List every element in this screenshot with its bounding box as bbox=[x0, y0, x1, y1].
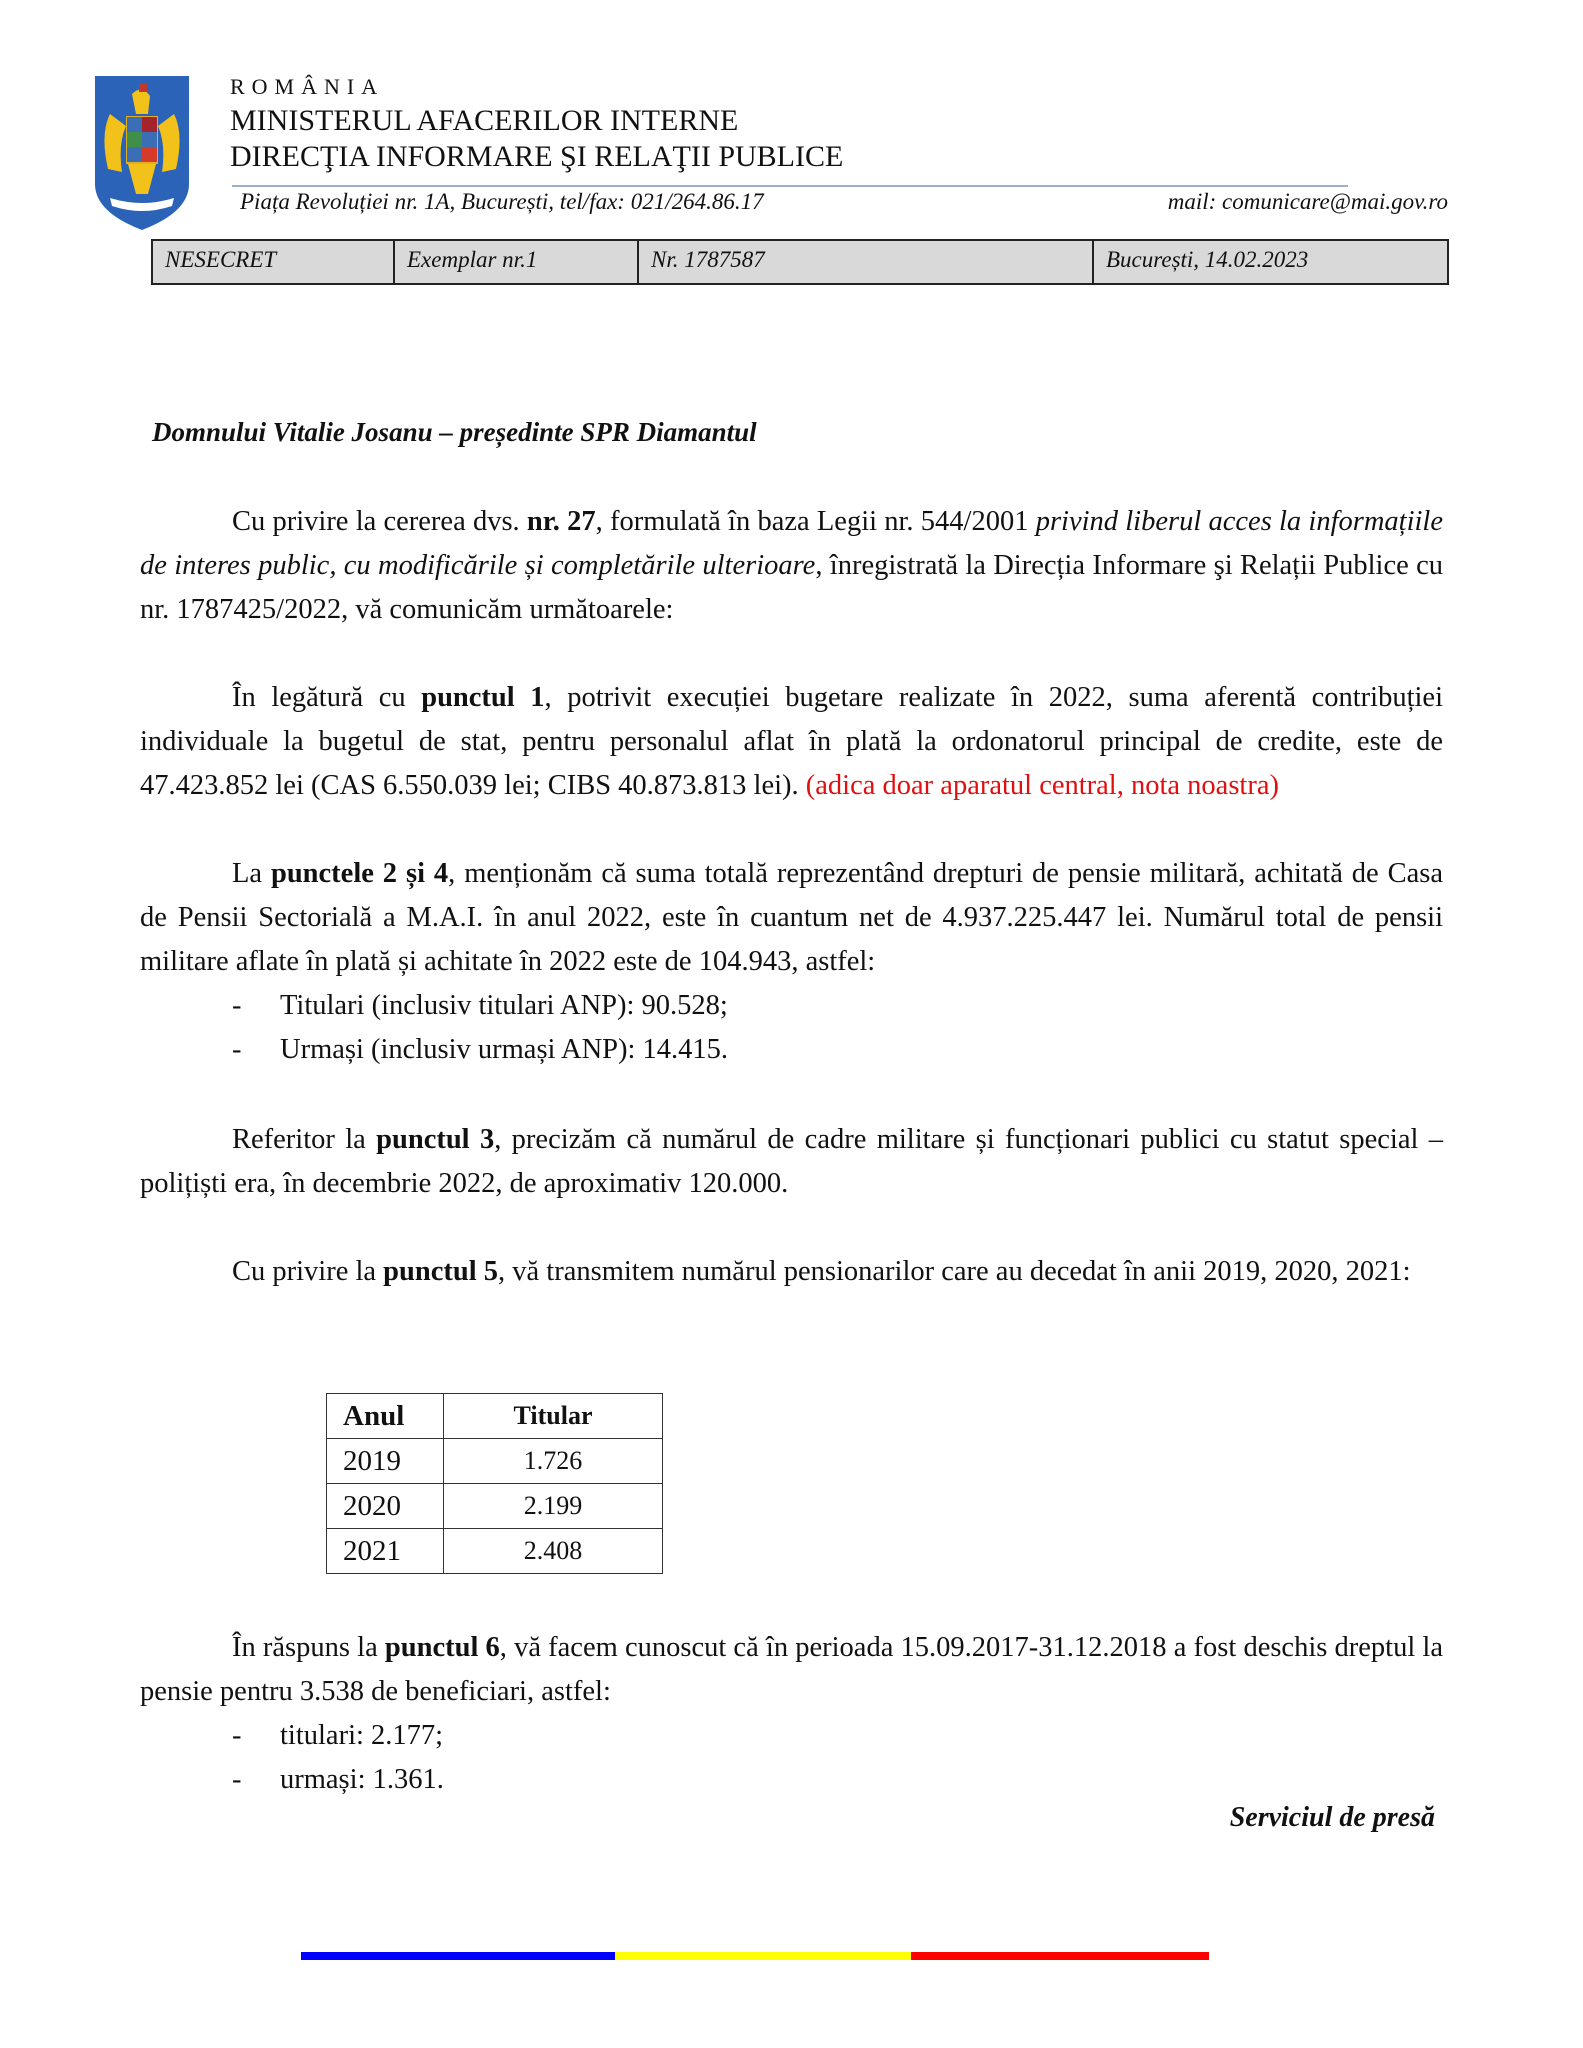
table-row bbox=[327, 1484, 663, 1529]
classification: NESECRET bbox=[153, 241, 395, 283]
cell-year: 2019 bbox=[327, 1439, 444, 1484]
text: Cu privire la bbox=[232, 1256, 384, 1287]
beneficiaries-list bbox=[140, 1714, 1443, 1802]
dash: - bbox=[232, 1034, 242, 1065]
table-row bbox=[327, 1439, 663, 1484]
bold-ref: punctul 3 bbox=[376, 1124, 495, 1155]
cell-count: 2.199 bbox=[444, 1484, 663, 1529]
list-item-text: titulari: 2.177; bbox=[280, 1720, 444, 1751]
list-item bbox=[140, 1758, 1443, 1802]
flag-stripe-blue bbox=[301, 1952, 615, 1960]
bold-ref: punctul 1 bbox=[421, 682, 545, 713]
text: La bbox=[232, 858, 271, 889]
pension-breakdown-list bbox=[140, 984, 1443, 1072]
text: , vă facem cunoscut că în perioada 15.09.2017-31.12.2018 a fost deschis dreptul la pensie pentru 3.538 de beneficiari, astfel: bbox=[140, 1632, 1443, 1707]
list-item-text: Titulari (inclusiv titulari ANP): 90.528; bbox=[280, 990, 728, 1021]
header-year: Anul bbox=[327, 1394, 444, 1439]
law-title: privind liberul acces la informațiile de interes public, cu modificările și completările ulterioare bbox=[140, 506, 1443, 581]
bold-ref: punctul 6 bbox=[384, 1632, 500, 1663]
table-row bbox=[327, 1529, 663, 1574]
flag-stripe-red bbox=[911, 1952, 1209, 1960]
list-item bbox=[140, 1714, 1443, 1758]
header-titular: Titular bbox=[444, 1394, 663, 1439]
paragraph-point-6 bbox=[140, 1626, 1443, 1802]
list-item-text: urmași: 1.361. bbox=[280, 1764, 444, 1795]
romania-coat-of-arms-icon bbox=[92, 74, 192, 232]
header-address: Piața Revoluției nr. 1A, București, tel/fax: 021/264.86.17 bbox=[240, 189, 764, 214]
place-date: București, 14.02.2023 bbox=[1106, 247, 1309, 272]
table-header-row bbox=[327, 1394, 663, 1439]
paragraph-point-1 bbox=[140, 676, 1443, 808]
text: , precizăm că numărul de cadre militare și funcționari publici cu statut special – polițiști era, în decembrie 2022, de aproximativ 120.000. bbox=[140, 1124, 1443, 1199]
dash: - bbox=[232, 1720, 242, 1751]
cell-year: 2020 bbox=[327, 1484, 444, 1529]
deaths-table bbox=[326, 1393, 663, 1574]
header-country: ROMÂNIA bbox=[230, 74, 385, 99]
dash: - bbox=[232, 1764, 242, 1795]
header-divider bbox=[232, 185, 1348, 187]
text: În legătură cu bbox=[232, 682, 422, 713]
header-ministry: MINISTERUL AFACERILOR INTERNE bbox=[230, 104, 739, 137]
text: În răspuns la bbox=[232, 1632, 385, 1663]
paragraph-intro bbox=[140, 500, 1443, 632]
paragraph-points-2-4 bbox=[140, 852, 1443, 1072]
header-directorate: DIRECŢIA INFORMARE ŞI RELAŢII PUBLICE bbox=[230, 140, 844, 173]
bold-ref: punctul 5 bbox=[383, 1256, 499, 1287]
list-item bbox=[140, 984, 1443, 1028]
addressee: Domnului Vitalie Josanu – președinte SPR Diamantul bbox=[152, 417, 757, 447]
list-item-text: Urmași (inclusiv urmași ANP): 14.415. bbox=[280, 1034, 729, 1065]
paragraph-point-5 bbox=[140, 1250, 1443, 1294]
text: , formulată în baza Legii nr. 544/2001 bbox=[595, 506, 1036, 537]
bold-ref: punctele 2 și 4 bbox=[270, 858, 449, 889]
text: Referitor la bbox=[232, 1124, 377, 1155]
cell-count: 1.726 bbox=[444, 1439, 663, 1484]
text: , vă transmitem numărul pensionarilor care au decedat în anii 2019, 2020, 2021: bbox=[498, 1256, 1411, 1287]
cell-year: 2021 bbox=[327, 1529, 444, 1574]
text: , înregistrată la Direcția Informare şi Relații Publice cu nr. 1787425/2022, vă comunicăm următoarele: bbox=[140, 550, 1443, 625]
editor-note: (adica doar aparatul central, nota noastra) bbox=[805, 770, 1279, 801]
list-item bbox=[140, 1028, 1443, 1072]
text: , potrivit execuției bugetare realizate în 2022, suma aferentă contribuției individuale la bugetul de stat, pentru personalul aflat în plată la ordonatorul principal de credite, este de 47.423.852 lei (CAS 6.550.039 lei; CIBS 40.873.813 lei). bbox=[140, 682, 1443, 801]
text: , menționăm că suma totală reprezentând drepturi de pensie militară, achitată de Casa de Pensii Sectorială a M.A.I. în anul 2022, este în cuantum net de 4.937.225.447 lei. Numărul total de pensii militare aflate în plată și achitate în 2022 este de 104.943, astfel: bbox=[140, 858, 1444, 977]
cell-count: 2.408 bbox=[444, 1529, 663, 1574]
flag-stripe-yellow bbox=[615, 1952, 911, 1960]
registration-number: Nr. 1787587 bbox=[639, 241, 1094, 283]
header-mail: mail: comunicare@mai.gov.ro bbox=[1167, 189, 1448, 214]
dash: - bbox=[232, 990, 242, 1021]
tricolor-footer-bar bbox=[301, 1952, 1209, 1960]
registration-box bbox=[151, 239, 1449, 285]
bold-ref: nr. 27 bbox=[526, 506, 596, 537]
copy-number: Exemplar nr.1 bbox=[395, 241, 639, 283]
signature: Serviciul de presă bbox=[1229, 1802, 1435, 1833]
text: Cu privire la cererea dvs. bbox=[232, 506, 527, 537]
paragraph-point-3 bbox=[140, 1118, 1443, 1206]
